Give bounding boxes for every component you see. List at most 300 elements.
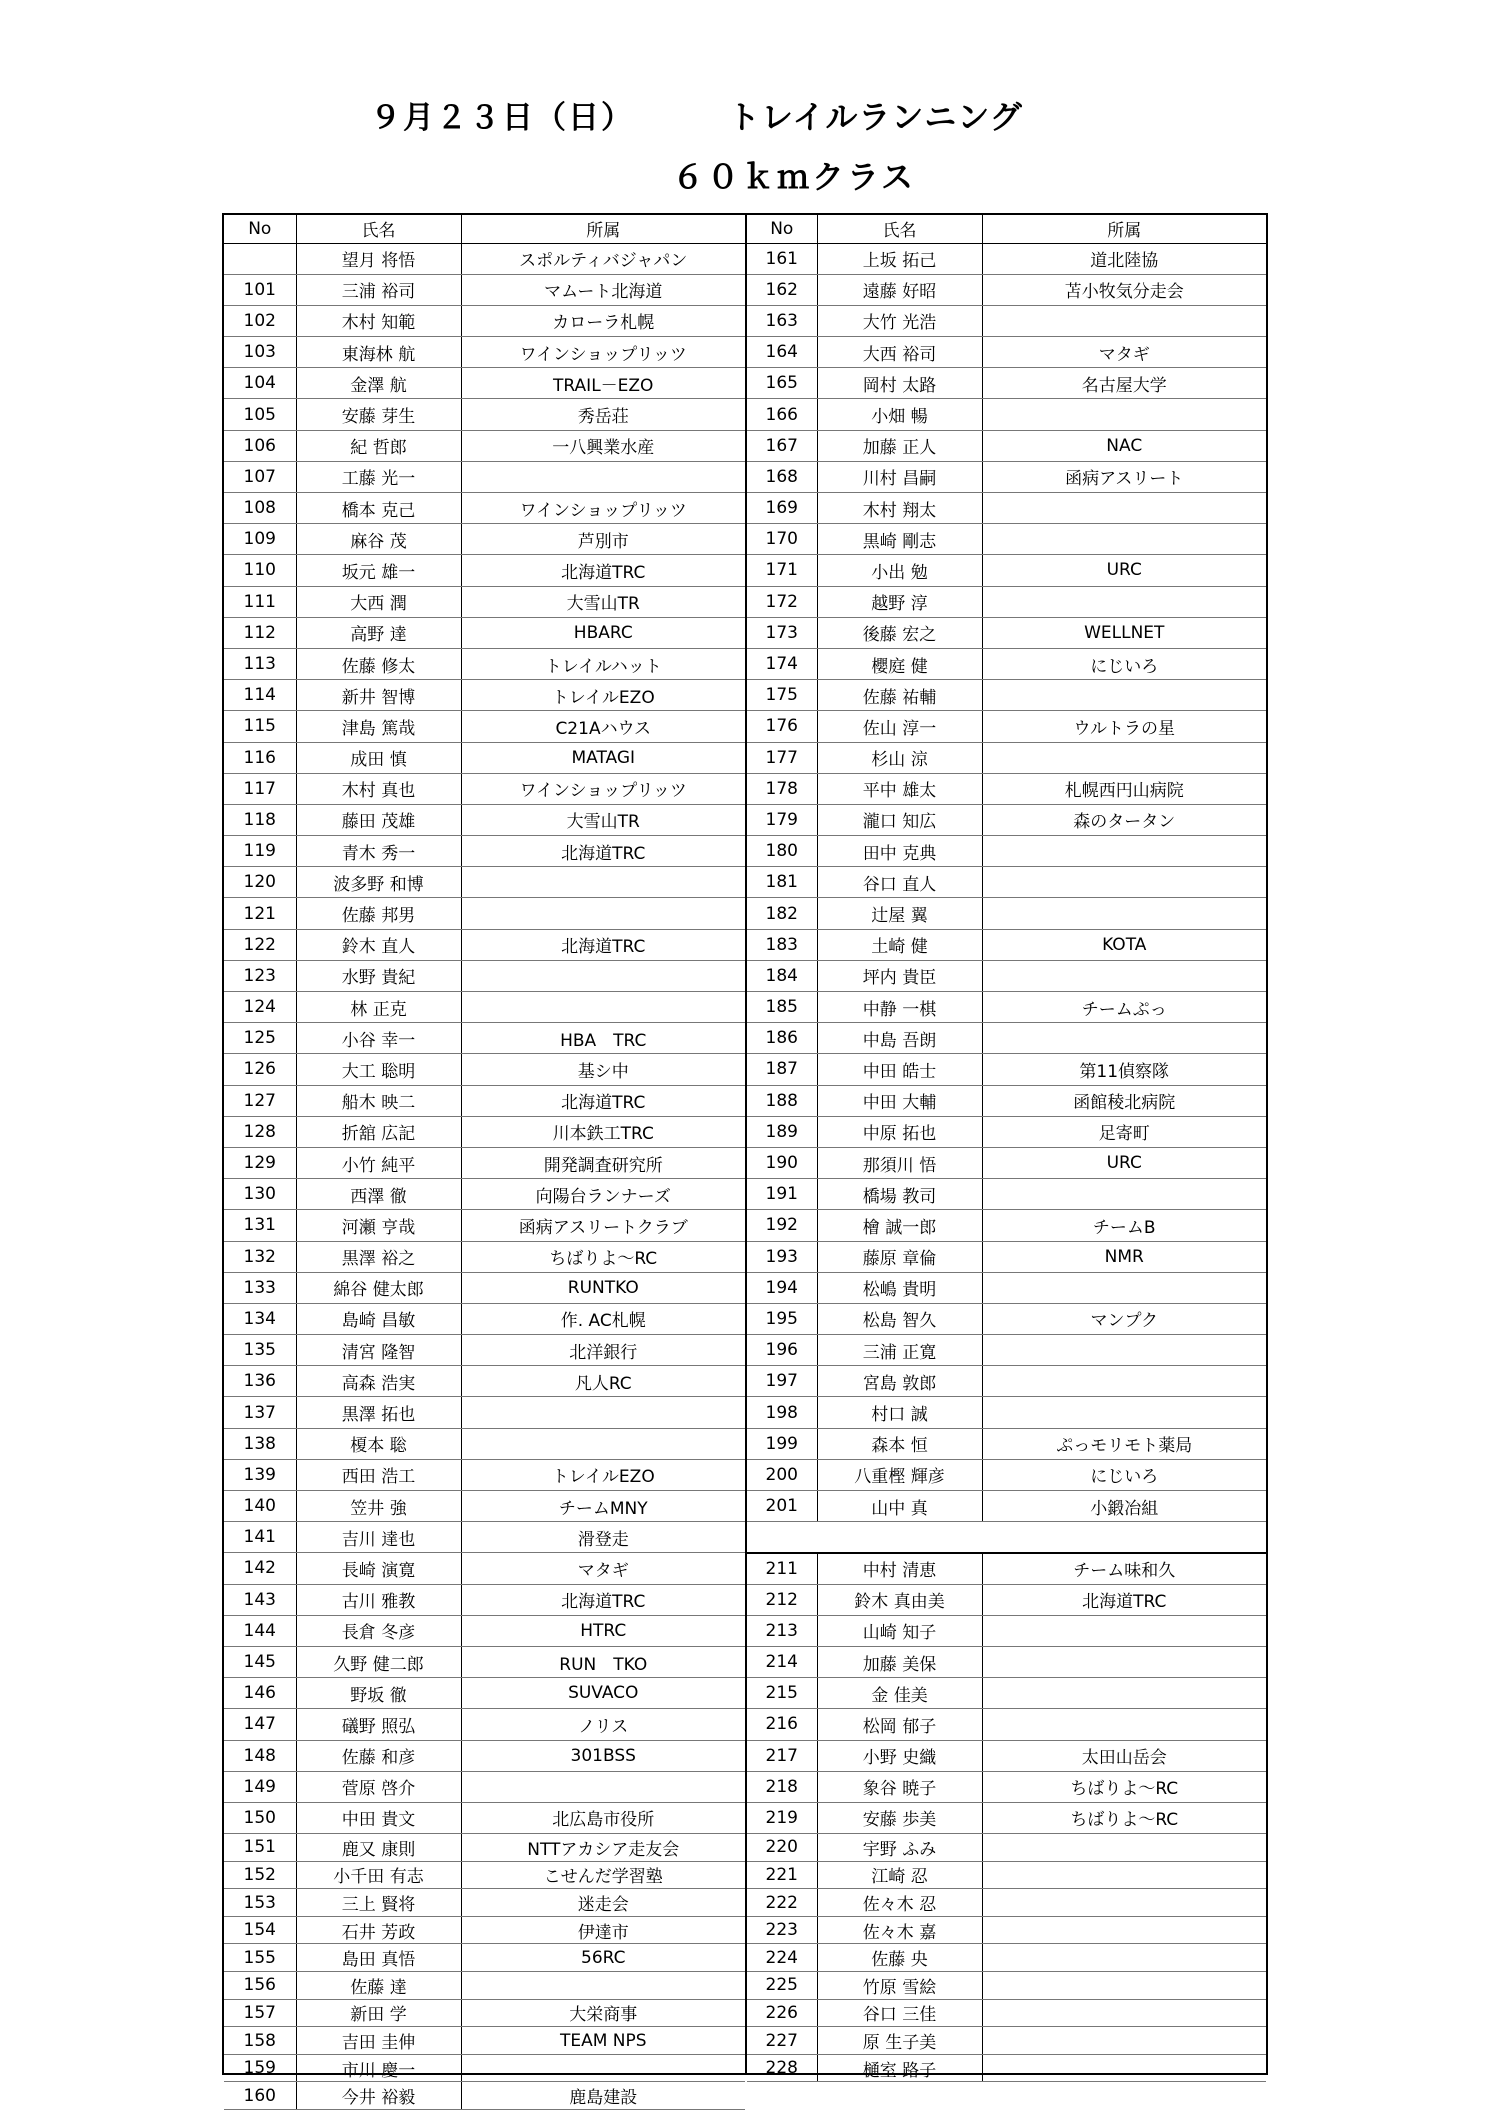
table-row (224, 305, 745, 336)
table-row (747, 586, 1266, 617)
runner-affiliation (982, 960, 1266, 991)
bib-number: 150 (224, 1802, 296, 1833)
runner-affiliation (982, 836, 1266, 867)
table-row (747, 243, 1266, 274)
bib-number: 194 (747, 1272, 817, 1303)
runner-affiliation: 301BSS (461, 1740, 745, 1771)
bib-number: 190 (747, 1147, 817, 1178)
runner-affiliation (982, 524, 1266, 555)
runner-name: 小出 勉 (817, 555, 982, 586)
event-date: ９月２３日（日） (370, 100, 634, 136)
table-row (747, 1335, 1266, 1366)
bib-number: 138 (224, 1428, 296, 1459)
runner-affiliation (982, 867, 1266, 898)
bib-number: 225 (747, 1972, 817, 2000)
runner-name: 大工 聡明 (296, 1054, 461, 1085)
runner-name: 河瀬 亨哉 (296, 1210, 461, 1241)
table-row (224, 1147, 745, 1178)
bib-number: 171 (747, 555, 817, 586)
table-row (747, 867, 1266, 898)
bib-number: 120 (224, 867, 296, 898)
runner-name: 宮島 敦郎 (817, 1366, 982, 1397)
runner-affiliation: ちばりよ～RC (982, 1802, 1266, 1833)
bib-number: 136 (224, 1366, 296, 1397)
table-row (747, 742, 1266, 773)
runner-name: 小竹 純平 (296, 1147, 461, 1178)
runner-name: 宇野 ふみ (817, 1834, 982, 1862)
runner-affiliation: NMR (982, 1241, 1266, 1272)
table-row (747, 1916, 1266, 1944)
table-row (224, 1303, 745, 1334)
bib-number: 187 (747, 1054, 817, 1085)
runner-affiliation: ワインショップリッツ (461, 493, 745, 524)
table-row (224, 992, 745, 1023)
bib-number: 220 (747, 1834, 817, 1862)
table-row (747, 2027, 1266, 2055)
table-row (747, 1272, 1266, 1303)
runner-name: 坪内 貴臣 (817, 960, 982, 991)
runner-name: 清宮 隆智 (296, 1335, 461, 1366)
runner-name: 黒澤 拓也 (296, 1397, 461, 1428)
bib-number: 131 (224, 1210, 296, 1241)
table-row (224, 867, 745, 898)
runner-affiliation (982, 1999, 1266, 2027)
runner-name: 木村 知範 (296, 305, 461, 336)
bib-number: 185 (747, 992, 817, 1023)
runner-affiliation: 函病アスリートクラブ (461, 1210, 745, 1241)
bib-number: 215 (747, 1678, 817, 1709)
runner-name: 西澤 徹 (296, 1179, 461, 1210)
runner-name: 藤田 茂雄 (296, 804, 461, 835)
runner-affiliation: MATAGI (461, 742, 745, 773)
table-row (224, 1553, 745, 1584)
table-row (224, 1802, 745, 1833)
runner-affiliation: スポルティバジャパン (461, 243, 745, 274)
header-name: 氏名 (296, 215, 461, 243)
bib-number: 121 (224, 898, 296, 929)
table-row (747, 368, 1266, 399)
runner-name: 八重樫 輝彦 (817, 1459, 982, 1490)
bib-number: 143 (224, 1584, 296, 1615)
runner-name: 三上 賢将 (296, 1889, 461, 1917)
bib-number: 126 (224, 1054, 296, 1085)
runner-affiliation: 北海道TRC (461, 929, 745, 960)
runner-name: 鈴木 直人 (296, 929, 461, 960)
table-row (747, 992, 1266, 1023)
runner-name: 望月 将悟 (296, 243, 461, 274)
runner-name: 木村 翔太 (817, 493, 982, 524)
bib-number: 172 (747, 586, 817, 617)
runner-affiliation: マムート北海道 (461, 274, 745, 305)
table-row (747, 1999, 1266, 2027)
runner-name: 加藤 美保 (817, 1646, 982, 1677)
runner-affiliation: HBA TRC (461, 1023, 745, 1054)
bib-number: 178 (747, 773, 817, 804)
bib-number: 191 (747, 1179, 817, 1210)
table-row (224, 1179, 745, 1210)
bib-number: 218 (747, 1771, 817, 1802)
runner-affiliation: RUN TKO (461, 1646, 745, 1677)
runner-name: 中田 皓士 (817, 1054, 982, 1085)
runner-name: 笠井 強 (296, 1491, 461, 1522)
bib-number: 227 (747, 2027, 817, 2055)
bib-number: 195 (747, 1303, 817, 1334)
runner-name: 松島 智久 (817, 1303, 982, 1334)
runner-affiliation: 基シ中 (461, 1054, 745, 1085)
table-row (224, 836, 745, 867)
table-row (747, 617, 1266, 648)
runner-affiliation: HBARC (461, 617, 745, 648)
runner-affiliation (982, 586, 1266, 617)
runner-affiliation: 一八興業水産 (461, 430, 745, 461)
runner-affiliation: マタギ (982, 337, 1266, 368)
runner-name: 西田 浩工 (296, 1459, 461, 1490)
runner-affiliation (982, 1272, 1266, 1303)
runner-name: 佐々木 嘉 (817, 1916, 982, 1944)
runner-name: 村口 誠 (817, 1397, 982, 1428)
header-row (747, 215, 1266, 243)
table-row (747, 461, 1266, 492)
bib-number: 114 (224, 680, 296, 711)
table-row (747, 430, 1266, 461)
bib-number: 164 (747, 337, 817, 368)
table-row (224, 1366, 745, 1397)
runner-affiliation (982, 1335, 1266, 1366)
bib-number: 127 (224, 1085, 296, 1116)
runner-affiliation: にじいろ (982, 648, 1266, 679)
runner-affiliation (982, 1397, 1266, 1428)
runner-name: 佐山 淳一 (817, 711, 982, 742)
runner-affiliation: ノリス (461, 1709, 745, 1740)
runner-affiliation: 大雪山TR (461, 586, 745, 617)
runner-affiliation: 作. AC札幌 (461, 1303, 745, 1334)
table-row (747, 1944, 1266, 1972)
runner-affiliation (982, 1944, 1266, 1972)
gap-cell (747, 1522, 1266, 1553)
runner-affiliation (982, 898, 1266, 929)
event-name: トレイルランニング (728, 98, 1023, 136)
runner-affiliation: 北海道TRC (461, 1584, 745, 1615)
bib-number: 180 (747, 836, 817, 867)
table-row (747, 1678, 1266, 1709)
runner-name: 象谷 暁子 (817, 1771, 982, 1802)
bib-number: 183 (747, 929, 817, 960)
runner-affiliation: KOTA (982, 929, 1266, 960)
runner-name: 安藤 歩美 (817, 1802, 982, 1833)
table-row (224, 1771, 745, 1802)
table-row (224, 1916, 745, 1944)
table-row (747, 1085, 1266, 1116)
bib-number: 115 (224, 711, 296, 742)
runner-name: 成田 慎 (296, 742, 461, 773)
bib-number: 107 (224, 461, 296, 492)
runner-affiliation: 56RC (461, 1944, 745, 1972)
runner-name: 島崎 昌敏 (296, 1303, 461, 1334)
runner-name: 平中 雄太 (817, 773, 982, 804)
table-row (224, 2082, 745, 2110)
runner-affiliation: カローラ札幌 (461, 305, 745, 336)
runner-name: 船木 映二 (296, 1085, 461, 1116)
runner-affiliation: SUVACO (461, 1678, 745, 1709)
table-row (747, 836, 1266, 867)
bib-number: 109 (224, 524, 296, 555)
table-row (747, 1116, 1266, 1147)
runner-affiliation: HTRC (461, 1615, 745, 1646)
header-name: 氏名 (817, 215, 982, 243)
runner-name: 石井 芳政 (296, 1916, 461, 1944)
bib-number: 125 (224, 1023, 296, 1054)
bib-number: 169 (747, 493, 817, 524)
bib-number: 134 (224, 1303, 296, 1334)
runner-name: 後藤 宏之 (817, 617, 982, 648)
bib-number: 193 (747, 1241, 817, 1272)
runner-affiliation: トレイルハット (461, 648, 745, 679)
runner-affiliation: NAC (982, 430, 1266, 461)
runner-affiliation: 足寄町 (982, 1116, 1266, 1147)
bib-number: 158 (224, 2027, 296, 2055)
table-row (224, 1459, 745, 1490)
runner-name: 小野 史織 (817, 1740, 982, 1771)
runner-name: 小千田 有志 (296, 1861, 461, 1889)
bib-number: 177 (747, 742, 817, 773)
runner-name: 杉山 涼 (817, 742, 982, 773)
table-row (224, 1428, 745, 1459)
runner-affiliation: にじいろ (982, 1459, 1266, 1490)
runner-name: 中田 大輔 (817, 1085, 982, 1116)
bib-number: 144 (224, 1615, 296, 1646)
bib-number: 123 (224, 960, 296, 991)
header-row (224, 215, 745, 243)
table-row (747, 1972, 1266, 2000)
bib-number: 147 (224, 1709, 296, 1740)
table-row (224, 1023, 745, 1054)
table-row (747, 1023, 1266, 1054)
runner-name: 岡村 太路 (817, 368, 982, 399)
runner-name: 中原 拓也 (817, 1116, 982, 1147)
runner-name: 那須川 悟 (817, 1147, 982, 1178)
table-row (747, 1553, 1266, 1584)
table-row (224, 1335, 745, 1366)
table-row (747, 2054, 1266, 2082)
bib-number: 181 (747, 867, 817, 898)
table-row (747, 1241, 1266, 1272)
table-row (747, 1834, 1266, 1862)
runner-name: 三浦 裕司 (296, 274, 461, 305)
bib-number: 176 (747, 711, 817, 742)
runner-name: 黒澤 裕之 (296, 1241, 461, 1272)
runner-affiliation (461, 2054, 745, 2082)
runner-name: 綿谷 健太郎 (296, 1272, 461, 1303)
runner-name: 大西 潤 (296, 586, 461, 617)
runner-affiliation: URC (982, 1147, 1266, 1178)
bib-number: 168 (747, 461, 817, 492)
table-row (747, 773, 1266, 804)
runner-affiliation: チームMNY (461, 1491, 745, 1522)
runner-affiliation: マタギ (461, 1553, 745, 1584)
bib-number: 101 (224, 274, 296, 305)
table-row (224, 1615, 745, 1646)
bib-number: 157 (224, 1999, 296, 2027)
table-row (747, 1303, 1266, 1334)
runner-name: 中村 清恵 (817, 1553, 982, 1584)
bib-number: 213 (747, 1615, 817, 1646)
runner-affiliation: 名古屋大学 (982, 368, 1266, 399)
table-row (224, 898, 745, 929)
bib-number: 119 (224, 836, 296, 867)
bib-number: 108 (224, 493, 296, 524)
table-row (224, 1861, 745, 1889)
runner-name: 土崎 健 (817, 929, 982, 960)
bib-number: 163 (747, 305, 817, 336)
runner-name: 佐藤 邦男 (296, 898, 461, 929)
runner-name: 檜 誠一郎 (817, 1210, 982, 1241)
runner-name: 佐藤 祐輔 (817, 680, 982, 711)
table-row (224, 773, 745, 804)
runner-name: 坂元 雄一 (296, 555, 461, 586)
runner-name: 今井 裕毅 (296, 2082, 461, 2110)
runner-affiliation: トレイルEZO (461, 680, 745, 711)
table-row (747, 524, 1266, 555)
bib-number: 186 (747, 1023, 817, 1054)
runner-name: 林 正克 (296, 992, 461, 1023)
runner-affiliation: チーム味和久 (982, 1553, 1266, 1584)
runner-name: 麻谷 茂 (296, 524, 461, 555)
table-row (747, 337, 1266, 368)
runner-name: 江崎 忍 (817, 1861, 982, 1889)
table-row (224, 243, 745, 274)
runner-name: 辻屋 翼 (817, 898, 982, 929)
runner-name: 小谷 幸一 (296, 1023, 461, 1054)
table-row (224, 368, 745, 399)
runner-affiliation (982, 399, 1266, 430)
bib-number: 165 (747, 368, 817, 399)
table-row (224, 1241, 745, 1272)
runner-affiliation: NTTアカシア走友会 (461, 1834, 745, 1862)
runner-affiliation: ウルトラの星 (982, 711, 1266, 742)
bib-number: 148 (224, 1740, 296, 1771)
table-row (224, 1491, 745, 1522)
runner-name: 遠藤 好昭 (817, 274, 982, 305)
runner-affiliation (461, 992, 745, 1023)
runner-affiliation: チームB (982, 1210, 1266, 1241)
runner-affiliation: 大雪山TR (461, 804, 745, 835)
runner-affiliation: チームぷっ (982, 992, 1266, 1023)
bib-number: 112 (224, 617, 296, 648)
bib-number: 167 (747, 430, 817, 461)
bib-number: 135 (224, 1335, 296, 1366)
runner-name: 越野 淳 (817, 586, 982, 617)
runner-affiliation (982, 1366, 1266, 1397)
runner-name: 中島 吾朗 (817, 1023, 982, 1054)
table-row (747, 804, 1266, 835)
runner-name: 佐藤 央 (817, 1944, 982, 1972)
runner-affiliation: WELLNET (982, 617, 1266, 648)
table-row (747, 305, 1266, 336)
bib-number: 162 (747, 274, 817, 305)
runner-name: 安藤 芽生 (296, 399, 461, 430)
bib-number: 199 (747, 1428, 817, 1459)
runner-affiliation: URC (982, 555, 1266, 586)
runner-affiliation (461, 867, 745, 898)
bib-number: 118 (224, 804, 296, 835)
table-row (224, 1889, 745, 1917)
runner-name: 水野 貴紀 (296, 960, 461, 991)
right-table (747, 215, 1266, 2081)
runner-name: 樋室 路子 (817, 2054, 982, 2082)
bib-number: 175 (747, 680, 817, 711)
bib-number: 132 (224, 1241, 296, 1272)
runner-name: 紀 哲郎 (296, 430, 461, 461)
bib-number: 211 (747, 1553, 817, 1584)
runner-affiliation: 北洋銀行 (461, 1335, 745, 1366)
bib-number: 173 (747, 617, 817, 648)
table-row (747, 1147, 1266, 1178)
table-row (747, 711, 1266, 742)
runner-affiliation (461, 960, 745, 991)
runner-name: 中静 一棋 (817, 992, 982, 1023)
runner-affiliation (461, 898, 745, 929)
runner-name: 原 生子美 (817, 2027, 982, 2055)
runner-affiliation: ワインショップリッツ (461, 337, 745, 368)
runner-affiliation: 道北陸協 (982, 243, 1266, 274)
table-row (224, 555, 745, 586)
bib-number: 152 (224, 1861, 296, 1889)
bib-number: 201 (747, 1491, 817, 1522)
runner-name: 松岡 郁子 (817, 1709, 982, 1740)
class-title: ６０ｋｍクラス (672, 158, 917, 196)
runner-name: 礒野 照弘 (296, 1709, 461, 1740)
table-row (224, 1834, 745, 1862)
bib-number: 198 (747, 1397, 817, 1428)
bib-number: 174 (747, 648, 817, 679)
bib-number: 153 (224, 1889, 296, 1917)
runner-name: 瀧口 知広 (817, 804, 982, 835)
runner-name: 大竹 光浩 (817, 305, 982, 336)
table-row (747, 1646, 1266, 1677)
runner-affiliation (982, 1646, 1266, 1677)
table-row (747, 1397, 1266, 1428)
runner-affiliation (982, 1709, 1266, 1740)
runner-affiliation (982, 2054, 1266, 2082)
runner-name: 鹿又 康則 (296, 1834, 461, 1862)
table-row (224, 960, 745, 991)
table-row (747, 648, 1266, 679)
table-row (224, 742, 745, 773)
table-row (747, 1802, 1266, 1833)
runner-name: 松嶋 貴明 (817, 1272, 982, 1303)
bib-number: 116 (224, 742, 296, 773)
bib-number: 161 (747, 243, 817, 274)
runner-affiliation: 北広島市役所 (461, 1802, 745, 1833)
runner-name: 新田 学 (296, 1999, 461, 2027)
runner-affiliation: 北海道TRC (461, 555, 745, 586)
table-row (224, 399, 745, 430)
bib-number: 156 (224, 1972, 296, 2000)
table-row (747, 555, 1266, 586)
runner-name: 吉田 圭伸 (296, 2027, 461, 2055)
runner-name: 長倉 冬彦 (296, 1615, 461, 1646)
runner-name: 鈴木 真由美 (817, 1584, 982, 1615)
runner-name: 青木 秀一 (296, 836, 461, 867)
runner-affiliation: 大栄商事 (461, 1999, 745, 2027)
runner-affiliation: 向陽台ランナーズ (461, 1179, 745, 1210)
bib-number: 104 (224, 368, 296, 399)
bib-number: 103 (224, 337, 296, 368)
runner-affiliation (982, 1834, 1266, 1862)
table-row (224, 586, 745, 617)
runner-name: 山中 真 (817, 1491, 982, 1522)
table-row (747, 1179, 1266, 1210)
